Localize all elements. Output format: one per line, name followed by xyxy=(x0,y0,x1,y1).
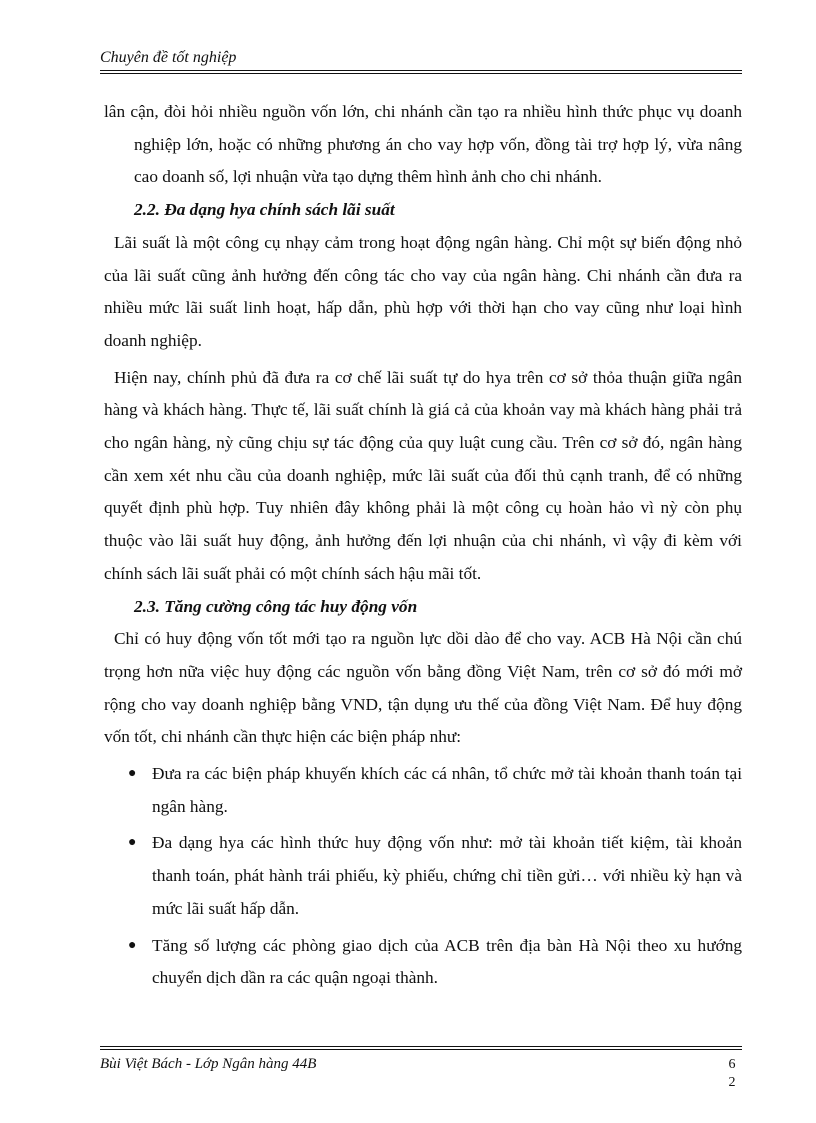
footer-author: Bùi Việt Bách - Lớp Ngân hàng 44B xyxy=(100,1056,317,1072)
page-body xyxy=(104,96,742,999)
footer-rule-top xyxy=(100,1046,742,1047)
footer-rule-bottom xyxy=(100,1049,742,1050)
paragraph-market-rate: Hiện nay, chính phủ đã đưa ra cơ chế lãi suất tự do hya trên cơ sở thỏa thuận giữa ngân hàng và khách hàng. Thực tế, lãi suất chính là giá cả của khoản vay mà khách hàng phải trả cho ngân hàng, nỳ cũng chịu sự tác động của quy luật cung cầu. Trên cơ sở đó, ngân hàng cần xem xét nhu cầu của doanh nghiệp, mức lãi suất của đối thủ cạnh tranh, để có những quyết định phù hợp. Tuy nhiên đây không phải là một công cụ hoàn hảo vì nỳ còn phụ thuộc vào lãi suất huy động, ảnh hưởng đến lợi nhuận của chi nhánh, vì vậy đi kèm với chính sách lãi suất phải có một chính sách hậu mãi tốt. xyxy=(104,367,742,583)
list-item xyxy=(128,758,742,823)
list-item xyxy=(128,930,742,995)
bullet-dot-icon: ● xyxy=(128,766,137,782)
header-rule-top xyxy=(100,70,742,71)
section-heading-2-3: 2.3. Tăng cường công tác huy động vốn xyxy=(134,596,418,616)
list-item-text: Đa dạng hya các hình thức huy động vốn như: mở tài khoản tiết kiệm, tài khoản thanh toán, phát hành trái phiếu, kỳ phiếu, chứng chỉ tiền gửi… với nhiều kỳ hạn và mức lãi suất hấp dẫn. xyxy=(152,833,742,918)
page-header xyxy=(100,48,742,68)
paragraph-capital: Chỉ có huy động vốn tốt mới tạo ra nguồn lực dồi dào để cho vay. ACB Hà Nội cần chú trọng hơn nữa việc huy động các nguồn vốn bằng đồng Việt Nam, trên cơ sở đó mới mở rộng cho vay doanh nghiệp bằng VND, tận dụng ưu thế của đồng Việt Nam. Để huy động vốn tốt, chi nhánh cần thực hiện các biện pháp như: xyxy=(104,629,742,747)
page-number-digit-2: 2 xyxy=(728,1075,736,1090)
bullet-dot-icon: ● xyxy=(128,937,137,953)
list-item-text: Đưa ra các biện pháp khuyến khích các cá nhân, tổ chức mở tài khoản thanh toán tại ngân hàng. xyxy=(152,764,742,816)
section-heading-2-2: 2.2. Đa dạng hya chính sách lãi suất xyxy=(134,200,395,220)
bullet-dot-icon: ● xyxy=(128,835,137,851)
page-number xyxy=(726,1056,738,1092)
list-item-text: Tăng số lượng các phòng giao dịch của ACB trên địa bàn Hà Nội theo xu hướng chuyển dịch dần ra các quận ngoại thành. xyxy=(152,935,742,988)
header-rule-bottom xyxy=(100,73,742,74)
measures-list xyxy=(128,758,742,995)
list-item xyxy=(128,827,742,925)
header-title: Chuyên đề tốt nghiệp xyxy=(100,49,237,66)
page-number-digit-1: 6 xyxy=(728,1057,736,1072)
paragraph-interest-rate: Lãi suất là một công cụ nhạy cảm trong hoạt động ngân hàng. Chỉ một sự biến động nhỏ của lãi suất cũng ảnh hưởng đến công tác cho vay của ngân hàng. Chi nhánh cần đưa ra nhiều mức lãi suất linh hoạt, hấp dẫn, phù hợp với thời hạn cho vay cũng như loại hình doanh nghiệp. xyxy=(104,232,742,350)
paragraph-intro: lân cận, đòi hỏi nhiều nguồn vốn lớn, chi nhánh cần tạo ra nhiều hình thức phục vụ doanh nghiệp lớn, hoặc có những phương án cho vay hợp vốn, đồng tài trợ hợp lý, vừa nâng cao doanh số, lợi nhuận vừa tạo dựng thêm hình ảnh cho chi nhánh. xyxy=(104,102,742,187)
